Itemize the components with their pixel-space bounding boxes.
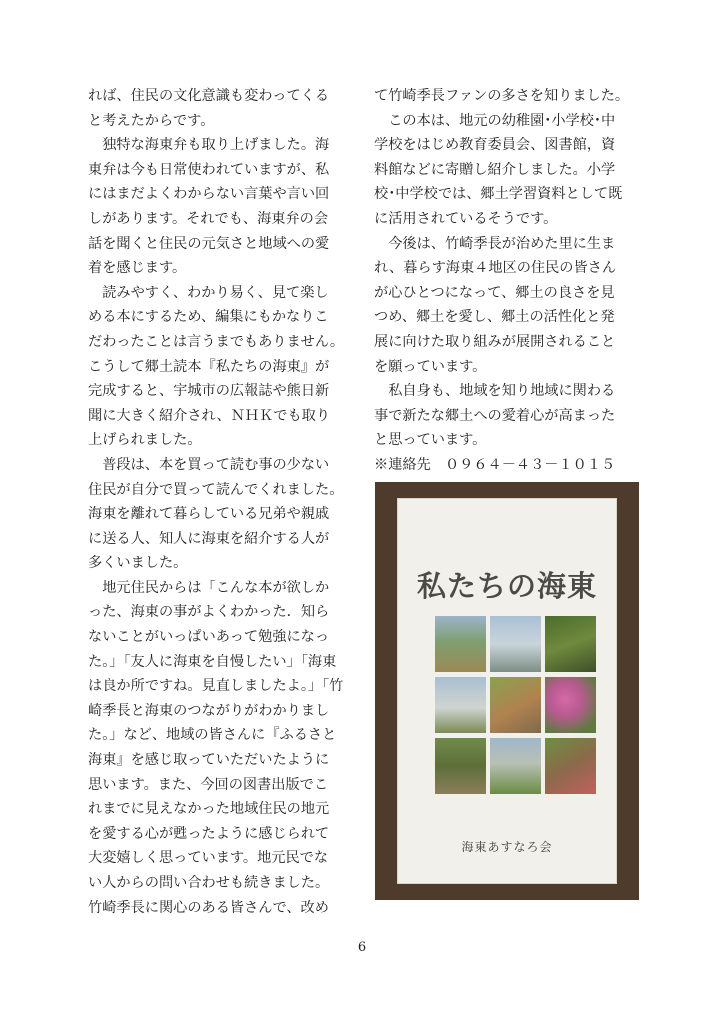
- book-title: 私たちの海東: [416, 569, 597, 603]
- text-line: 聞に大きく紹介され、ＮＨＫでも取り: [88, 407, 331, 424]
- text-line: 大変嬉しく思っています。地元民でな: [88, 850, 329, 867]
- text-line: しがあります。それでも、海東弁の会: [88, 210, 329, 227]
- text-line: 展に向けた取り組みが展開されること: [374, 333, 616, 350]
- text-line: この本は、地元の幼稚園･小学校･中: [374, 112, 616, 129]
- left-text-column: [88, 84, 356, 920]
- text-line: 思います。また、今回の図書出版でこ: [88, 776, 329, 793]
- book-cover-photo: [375, 482, 639, 900]
- cover-photo-thumb: [490, 738, 541, 794]
- text-line: 崎季長と海東のつながりがわかりまし: [88, 702, 330, 719]
- page-number: 6: [357, 940, 367, 955]
- text-line: が心ひとつになって、郷土の良さを見: [374, 284, 615, 301]
- book-cover: [397, 498, 617, 884]
- text-line: に送る人、知人に海東を紹介する人が: [88, 530, 330, 547]
- text-line: を愛する心が甦ったように感じられて: [88, 825, 330, 842]
- text-line: 普段は、本を買って読む事の少ない: [88, 456, 330, 473]
- text-line: を願っています。: [374, 358, 487, 375]
- text-line: 竹崎季長に関心のある皆さんで、改め: [88, 899, 329, 916]
- text-line: は良か所ですね。見直しましたよ。」「竹: [88, 678, 344, 695]
- text-line: 海東を離れて暮らしている兄弟や親戚: [88, 506, 330, 523]
- text-line: ないことがいっぱいあって勉強になっ: [88, 629, 330, 646]
- cover-photo-thumb: [545, 616, 596, 672]
- text-line: れまでに見えなかった地域住民の地元: [88, 801, 330, 818]
- text-line: れば、住民の文化意識も変わってくる: [88, 88, 330, 104]
- text-line: い人からの問い合わせも続きました。: [88, 875, 330, 891]
- text-line: にはまだよくわからない言葉や言い回: [88, 186, 330, 203]
- text-line: れ、暮らす海東４地区の住民の皆さん: [374, 260, 617, 277]
- text-line: 独特な海東弁も取り上げました。海: [88, 137, 330, 154]
- cover-photo-thumb: [435, 738, 486, 794]
- cover-photo-thumb: [490, 616, 541, 672]
- text-line: て竹崎季長ファンの多さを知りました。: [374, 88, 630, 104]
- cover-photo-thumb: [435, 677, 486, 733]
- text-line: 話を聞くと住民の元気さと地域への愛: [88, 235, 330, 252]
- text-line: ※連絡先 ０９６４－４３－１０１５: [374, 456, 616, 473]
- text-line: と思っています。: [374, 432, 487, 449]
- text-line: つめ、郷土を愛し、郷土の活性化と発: [374, 309, 615, 326]
- cover-photo-thumb: [490, 677, 541, 733]
- text-line: た。」「友人に海東を自慢したい」「海東: [88, 653, 337, 670]
- text-line: った、海東の事がよくわかった．知ら: [88, 604, 330, 621]
- text-line: 私自身も、地域を知り地域に関わる: [374, 383, 616, 400]
- text-line: 完成すると、宇城市の広報誌や熊日新: [88, 383, 330, 400]
- text-line: 料館などに寄贈し紹介しました。小学: [374, 161, 616, 178]
- cover-photo-thumb: [435, 616, 486, 672]
- text-line: 東弁は今も日常使われていますが、私: [88, 161, 330, 178]
- text-line: 海東』を感じ取っていただいたように: [88, 752, 330, 769]
- text-line: 地元住民からは「こんな本が欲しか: [88, 579, 330, 596]
- cover-photo-thumb: [545, 677, 596, 733]
- text-line: 校･中学校では、郷土学習資料として既: [374, 186, 623, 203]
- text-line: 読みやすく、わかり易く、見て楽し: [88, 284, 329, 301]
- text-line: た。」など、地域の皆さんに『ふるさと: [88, 727, 337, 744]
- text-line: に活用されているそうです。: [374, 210, 558, 227]
- text-line: 今後は、竹崎季長が治めた里に生ま: [374, 235, 616, 252]
- text-line: こうして郷土読本『私たちの海東』が: [88, 358, 330, 375]
- cover-photo-grid: [435, 616, 597, 794]
- text-line: める本にするため、編集にもかなりこ: [88, 309, 329, 326]
- text-line: だわったことは言うまでもありません。: [88, 333, 345, 350]
- text-line: と考えたからです。: [88, 112, 215, 129]
- text-line: 住民が自分で買って読んでくれました。: [88, 481, 344, 498]
- text-line: 学校をはじめ教育委員会、図書館，資: [374, 137, 616, 154]
- text-line: 着を感じます。: [88, 260, 187, 277]
- book-author: 海東あすなろ会: [461, 840, 553, 854]
- cover-photo-thumb: [545, 738, 596, 794]
- text-line: 多くいました。: [88, 555, 188, 572]
- text-line: 上げられました。: [88, 432, 202, 449]
- text-line: 事で新たな郷土への愛着心が高まった: [374, 407, 616, 424]
- right-text-column: [374, 84, 642, 478]
